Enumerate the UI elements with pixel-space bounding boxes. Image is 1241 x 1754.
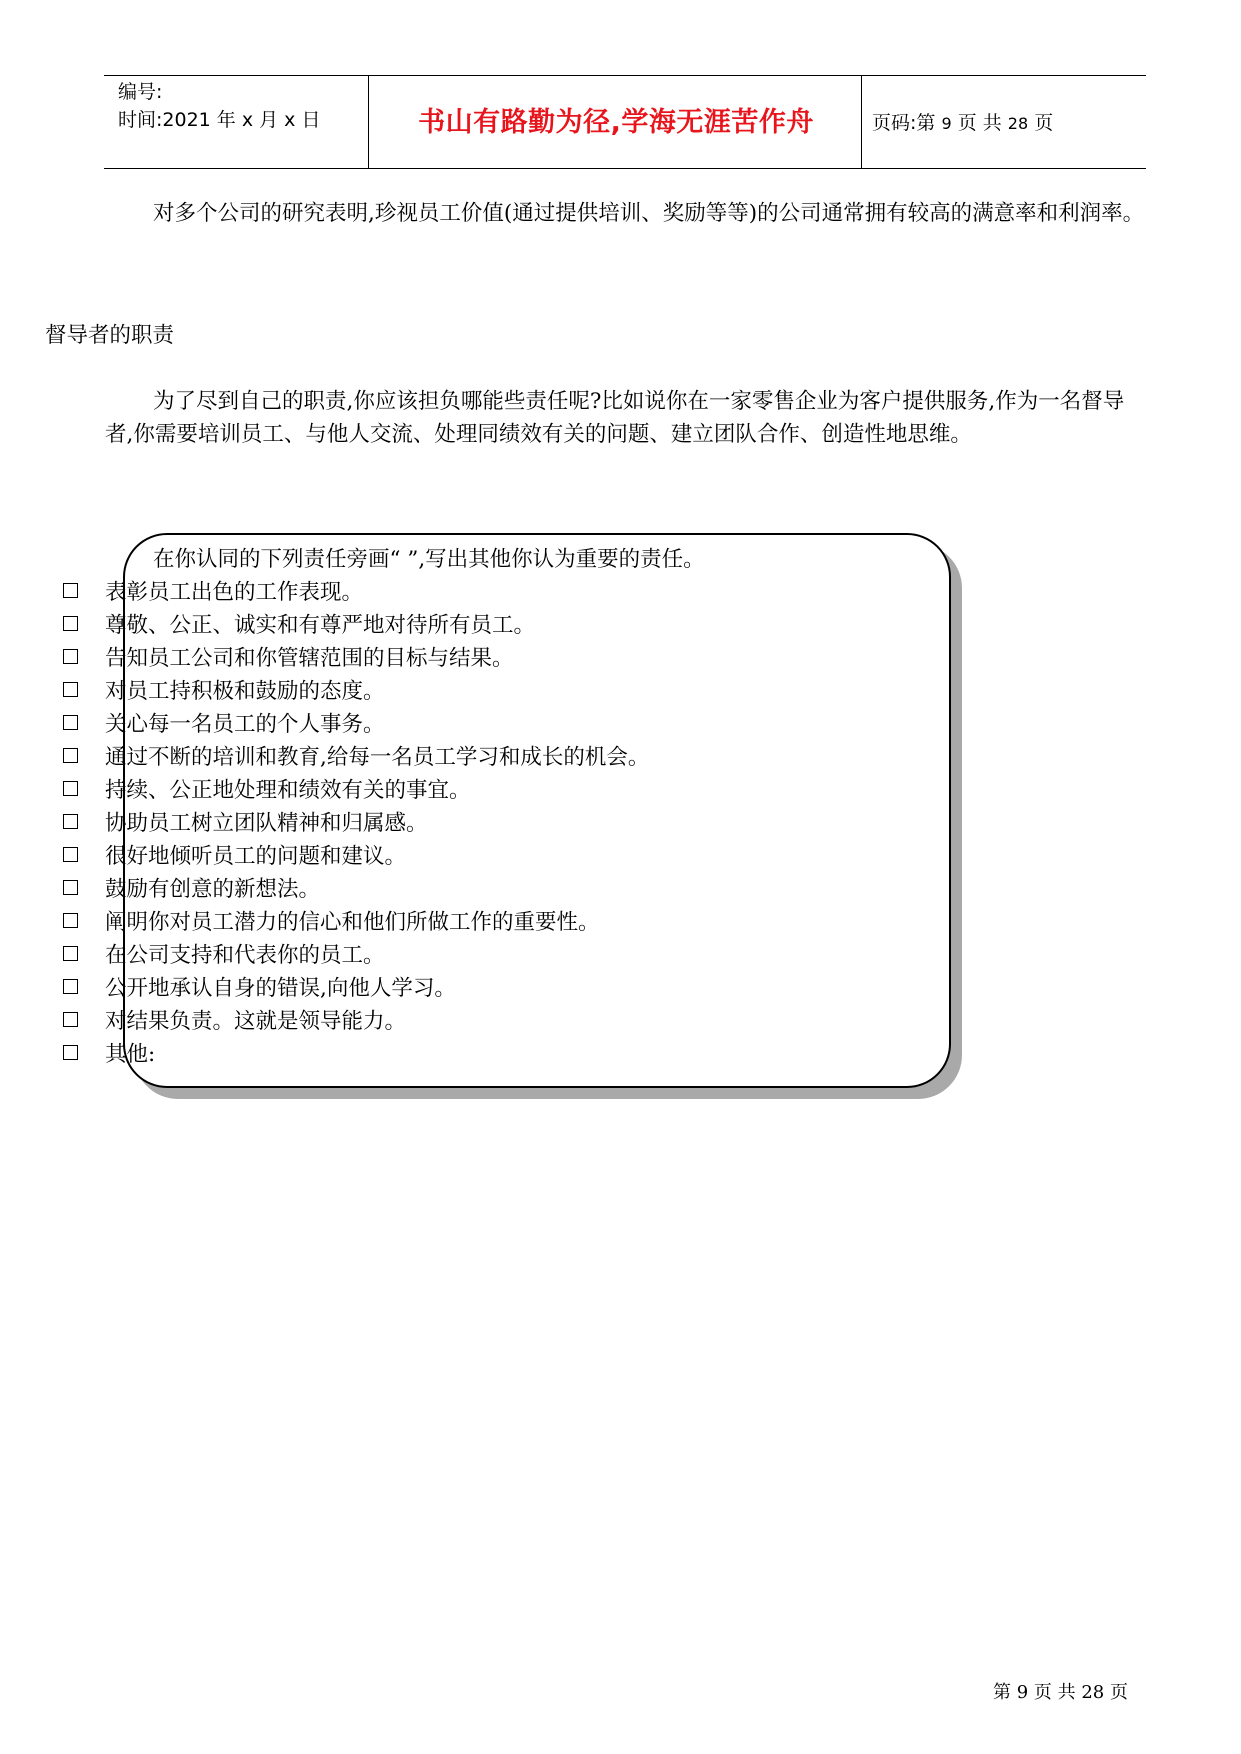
checklist-item-label: 关心每一名员工的个人事务。 — [105, 712, 385, 737]
checklist-item-label: 很好地倾听员工的问题和建议。 — [105, 844, 407, 869]
page-suffix: 页 — [1034, 112, 1054, 134]
header-info — [118, 78, 320, 134]
checklist-item — [60, 1003, 649, 1036]
checklist-item-label: 通过不断的培训和教育,给每一名员工学习和成长的机会。 — [105, 745, 650, 770]
callout-instruction: 在你认同的下列责任旁画“ ”,写出其他你认为重要的责任。 — [153, 547, 705, 572]
checklist-item — [60, 739, 649, 772]
checklist-item-label: 在公司支持和代表你的员工。 — [105, 943, 385, 968]
page-number: 9 — [941, 114, 952, 133]
intro-paragraph: 对多个公司的研究表明,珍视员工价值(通过提供培训、奖励等等)的公司通常拥有较高的满意率和利润率。 — [153, 201, 1145, 226]
page-footer: 第 9 页 共 28 页 — [993, 1682, 1128, 1703]
checklist-item — [60, 871, 649, 904]
checkbox[interactable] — [63, 814, 78, 829]
responsibility-checklist — [60, 574, 649, 1069]
checkbox[interactable] — [63, 649, 78, 664]
checklist-item-label: 持续、公正地处理和绩效有关的事宜。 — [105, 778, 471, 803]
checklist-item-label: 公开地承认自身的错误,向他人学习。 — [105, 976, 456, 1001]
checklist-item-label: 鼓励有创意的新想法。 — [105, 877, 321, 902]
checklist-item-label: 其他: — [105, 1042, 156, 1067]
checkbox[interactable] — [63, 913, 78, 928]
page-mid: 页 共 — [957, 112, 1002, 134]
checkbox[interactable] — [63, 682, 78, 697]
checklist-item — [60, 607, 649, 640]
doc-number-label: 编号: — [118, 81, 163, 103]
duties-paragraph: 为了尽到自己的职责,你应该担负哪能些责任呢?比如说你在一家零售企业为客户提供服务,作为一名督导者,你需要培训员工、与他人交流、处理同绩效有关的问题、建立团队合作、创造性地思维。 — [105, 389, 1125, 447]
checkbox[interactable] — [63, 1012, 78, 1027]
checklist-item — [60, 772, 649, 805]
checklist-item — [60, 970, 649, 1003]
checklist-item — [60, 937, 649, 970]
checklist-item-label: 表彰员工出色的工作表现。 — [105, 580, 364, 605]
checkbox[interactable] — [63, 1045, 78, 1060]
checklist-item — [60, 640, 649, 673]
checkbox[interactable] — [63, 748, 78, 763]
header-top-rule — [104, 75, 1146, 76]
doc-time-label: 时间:2021 年 x 月 x 日 — [118, 109, 321, 131]
checklist-item-label: 尊敬、公正、诚实和有尊严地对待所有员工。 — [105, 613, 536, 638]
checkbox[interactable] — [63, 715, 78, 730]
checklist-item — [60, 574, 649, 607]
header-motto: 书山有路勤为径,学海无涯苦作舟 — [418, 107, 814, 138]
checklist-item — [60, 805, 649, 838]
checkbox[interactable] — [63, 781, 78, 796]
checklist-item-label: 阐明你对员工潜力的信心和他们所做工作的重要性。 — [105, 910, 600, 935]
header-page-info — [872, 108, 1053, 135]
checkbox[interactable] — [63, 616, 78, 631]
checklist-item-label: 对员工持积极和鼓励的态度。 — [105, 679, 385, 704]
header-divider-right — [861, 75, 862, 168]
checklist-item — [60, 838, 649, 871]
section-heading: 督导者的职责 — [45, 323, 175, 348]
checkbox[interactable] — [63, 946, 78, 961]
checklist-item — [60, 904, 649, 937]
checkbox[interactable] — [63, 583, 78, 598]
checklist-item — [60, 673, 649, 706]
checkbox[interactable] — [63, 847, 78, 862]
checkbox[interactable] — [63, 979, 78, 994]
header-bottom-rule — [104, 168, 1146, 169]
checkbox[interactable] — [63, 880, 78, 895]
checklist-item — [60, 1036, 649, 1069]
checklist-item-label: 协助员工树立团队精神和归属感。 — [105, 811, 428, 836]
checklist-item — [60, 706, 649, 739]
page-total: 28 — [1007, 114, 1029, 133]
header-divider-left — [368, 75, 369, 168]
checklist-item-label: 告知员工公司和你管辖范围的目标与结果。 — [105, 646, 514, 671]
page-prefix: 页码:第 — [872, 112, 936, 134]
checklist-item-label: 对结果负责。这就是领导能力。 — [105, 1009, 407, 1034]
